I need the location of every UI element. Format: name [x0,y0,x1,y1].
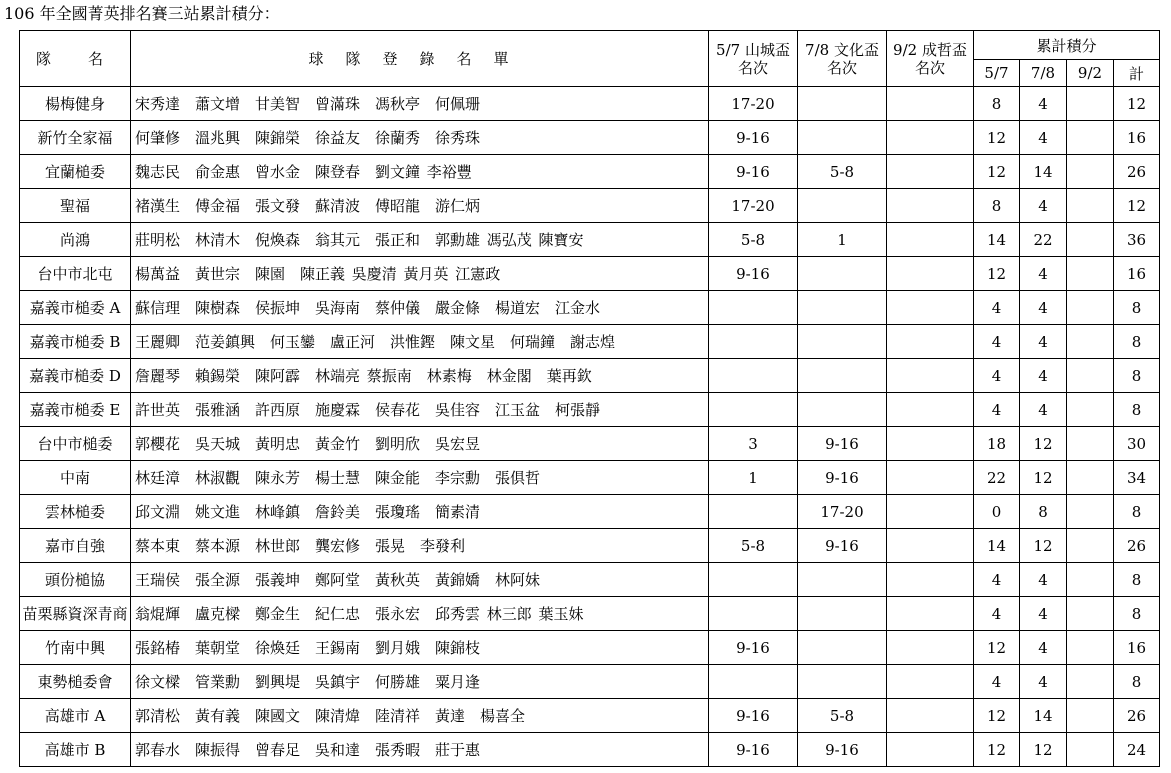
event-1-rank-cell: 17-20 [709,189,798,223]
event-3-rank-cell [887,461,974,495]
points-5-7-cell: 4 [974,359,1020,393]
event-1-rank-cell: 9-16 [709,257,798,291]
team-name-cell: 苗栗縣資深青商 [20,597,131,631]
event-2-rank-cell: 9-16 [798,461,887,495]
event-3-rank-cell [887,87,974,121]
team-name-cell: 竹南中興 [20,631,131,665]
team-name-cell: 尚鴻 [20,223,131,257]
event-1-rank-cell: 9-16 [709,155,798,189]
event-1-rank-cell [709,359,798,393]
header-cumulative: 累計積分 [974,31,1160,60]
points-9-2-cell [1067,699,1114,733]
roster-cell: 林廷漳 林淑觀 陳永芳 楊士慧 陳金能 李宗勳 張俱哲 [131,461,709,495]
table-row [20,325,1160,359]
event-2-rank-cell [798,87,887,121]
roster-cell: 邱文淵 姚文進 林峰鎮 詹鈴美 張瓊瑤 簡素清 [131,495,709,529]
event-2-rank-cell: 5-8 [798,699,887,733]
team-name-cell: 嘉義市槌委 B [20,325,131,359]
roster-cell: 詹麗琴 賴錫榮 陳阿霹 林端亮 蔡振南 林素梅 林金閣 葉再欽 [131,359,709,393]
table-row [20,733,1160,767]
team-name-cell: 新竹全家福 [20,121,131,155]
header-points-5-7: 5/7 [974,60,1020,87]
event-3-rank-cell [887,155,974,189]
table-row [20,393,1160,427]
event-1-rank-cell: 9-16 [709,631,798,665]
points-total-cell: 8 [1114,291,1160,325]
event-3-rank-cell [887,291,974,325]
points-5-7-cell: 4 [974,291,1020,325]
points-7-8-cell: 4 [1020,291,1067,325]
points-9-2-cell [1067,733,1114,767]
points-9-2-cell [1067,189,1114,223]
points-7-8-cell: 4 [1020,393,1067,427]
team-name-cell: 嘉義市槌委 D [20,359,131,393]
event-3-rank-cell [887,597,974,631]
event-2-rank-cell [798,359,887,393]
header-row-1 [20,31,1160,60]
event-1-rank-cell [709,597,798,631]
event-2-rank-cell: 17-20 [798,495,887,529]
points-9-2-cell [1067,529,1114,563]
points-total-cell: 30 [1114,427,1160,461]
points-total-cell: 34 [1114,461,1160,495]
points-9-2-cell [1067,87,1114,121]
points-5-7-cell: 14 [974,529,1020,563]
event-2-rank-cell [798,291,887,325]
points-9-2-cell [1067,665,1114,699]
points-5-7-cell: 12 [974,631,1020,665]
points-9-2-cell [1067,121,1114,155]
points-5-7-cell: 12 [974,121,1020,155]
points-9-2-cell [1067,359,1114,393]
header-roster: 球隊登錄名單 [131,31,709,87]
team-name-cell: 楊梅健身 [20,87,131,121]
points-5-7-cell: 14 [974,223,1020,257]
event-1-rank-cell: 3 [709,427,798,461]
points-7-8-cell: 4 [1020,257,1067,291]
points-7-8-cell: 12 [1020,733,1067,767]
points-total-cell: 12 [1114,87,1160,121]
roster-cell: 許世英 張雅涵 許西原 施慶霖 侯春花 吳佳容 江玉盆 柯張靜 [131,393,709,427]
event-2-rank-cell [798,665,887,699]
points-total-cell: 12 [1114,189,1160,223]
points-9-2-cell [1067,155,1114,189]
event-3-rank-cell [887,733,974,767]
roster-cell: 莊明松 林清木 倪煥森 翁其元 張正和 郭勳雄 馮弘茂 陳寶安 [131,223,709,257]
team-name-cell: 頭份槌協 [20,563,131,597]
points-5-7-cell: 4 [974,563,1020,597]
points-total-cell: 8 [1114,597,1160,631]
points-total-cell: 26 [1114,529,1160,563]
table-row [20,597,1160,631]
points-9-2-cell [1067,223,1114,257]
points-9-2-cell [1067,291,1114,325]
header-event-1: 5/7 山城盃 名次 [709,31,798,87]
points-5-7-cell: 4 [974,393,1020,427]
points-7-8-cell: 14 [1020,699,1067,733]
points-7-8-cell: 4 [1020,597,1067,631]
points-7-8-cell: 22 [1020,223,1067,257]
points-9-2-cell [1067,325,1114,359]
event-1-rank-cell [709,495,798,529]
header-points-7-8: 7/8 [1020,60,1067,87]
header-team: 隊 名 [20,31,131,87]
event-3-rank-cell [887,223,974,257]
event-1-rank-cell: 1 [709,461,798,495]
roster-cell: 郭春水 陳振得 曾春足 吳和達 張秀暇 莊于惠 [131,733,709,767]
event-2-rank-cell [798,631,887,665]
header-event-3: 9/2 成哲盃 名次 [887,31,974,87]
event-2-rank-cell: 9-16 [798,733,887,767]
table-row [20,291,1160,325]
points-9-2-cell [1067,461,1114,495]
document-title: 106 年全國菁英排名賽三站累計積分： [4,4,280,23]
team-name-cell: 台中市北屯 [20,257,131,291]
table-row [20,495,1160,529]
event-3-rank-cell [887,631,974,665]
roster-cell: 王麗卿 范姜鎮興 何玉鑾 盧正河 洪惟鏗 陳文星 何瑞鐘 謝志煌 [131,325,709,359]
table-row [20,461,1160,495]
roster-cell: 翁焜輝 盧克樑 鄭金生 紀仁忠 張永宏 邱秀雲 林三郎 葉玉妹 [131,597,709,631]
table-row [20,563,1160,597]
event-1-rank-cell [709,393,798,427]
points-7-8-cell: 4 [1020,189,1067,223]
team-name-cell: 東勢槌委會 [20,665,131,699]
event-2-rank-cell: 5-8 [798,155,887,189]
event-2-rank-cell: 9-16 [798,529,887,563]
table-row [20,631,1160,665]
event-3-rank-cell [887,257,974,291]
points-total-cell: 8 [1114,495,1160,529]
points-7-8-cell: 4 [1020,631,1067,665]
points-7-8-cell: 4 [1020,87,1067,121]
team-name-cell: 宜蘭槌委 [20,155,131,189]
roster-cell: 蘇信理 陳樹森 侯振坤 吳海南 蔡仲儀 嚴金條 楊道宏 江金水 [131,291,709,325]
roster-cell: 蔡本東 蔡本源 林世郎 龔宏修 張晃 李發利 [131,529,709,563]
points-7-8-cell: 4 [1020,665,1067,699]
table-row [20,529,1160,563]
roster-cell: 郭清松 黃有義 陳國文 陳清煒 陸清祥 黃達 楊喜全 [131,699,709,733]
points-7-8-cell: 12 [1020,427,1067,461]
event-2-rank-cell [798,563,887,597]
team-name-cell: 台中市槌委 [20,427,131,461]
event-3-rank-cell [887,665,974,699]
points-total-cell: 16 [1114,257,1160,291]
event-1-rank-cell: 5-8 [709,223,798,257]
team-name-cell: 高雄市 B [20,733,131,767]
event-1-rank-cell [709,291,798,325]
points-5-7-cell: 8 [974,87,1020,121]
team-name-cell: 嘉市自強 [20,529,131,563]
event-1-rank-cell: 9-16 [709,733,798,767]
table-row [20,223,1160,257]
event-2-rank-cell [798,393,887,427]
points-5-7-cell: 4 [974,325,1020,359]
points-total-cell: 26 [1114,155,1160,189]
event-1-rank-cell [709,665,798,699]
points-7-8-cell: 8 [1020,495,1067,529]
team-name-cell: 嘉義市槌委 E [20,393,131,427]
roster-cell: 何肇修 溫兆興 陳錦榮 徐益友 徐蘭秀 徐秀珠 [131,121,709,155]
event-1-rank-cell: 9-16 [709,699,798,733]
points-9-2-cell [1067,393,1114,427]
event-3-rank-cell [887,359,974,393]
event-1-rank-cell [709,325,798,359]
table-row [20,699,1160,733]
points-5-7-cell: 4 [974,665,1020,699]
header-points-9-2: 9/2 [1067,60,1114,87]
points-9-2-cell [1067,631,1114,665]
roster-cell: 宋秀達 蕭文增 甘美智 曾滿珠 馮秋亭 何佩珊 [131,87,709,121]
points-7-8-cell: 12 [1020,461,1067,495]
points-5-7-cell: 12 [974,155,1020,189]
event-3-rank-cell [887,393,974,427]
event-1-rank-cell [709,563,798,597]
points-total-cell: 8 [1114,393,1160,427]
team-rows [20,87,1160,767]
points-9-2-cell [1067,563,1114,597]
event-3-rank-cell [887,529,974,563]
roster-cell: 張銘椿 葉朝堂 徐煥廷 王錫南 劉月娥 陳錦枝 [131,631,709,665]
table-row [20,427,1160,461]
header-event-2: 7/8 文化盃 名次 [798,31,887,87]
roster-cell: 魏志民 俞金惠 曾水金 陳登春 劉文鐘 李裕豐 [131,155,709,189]
header-points-total: 計 [1114,60,1160,87]
team-name-cell: 聖福 [20,189,131,223]
event-2-rank-cell [798,189,887,223]
event-2-rank-cell [798,597,887,631]
event-3-rank-cell [887,325,974,359]
points-7-8-cell: 12 [1020,529,1067,563]
points-5-7-cell: 12 [974,699,1020,733]
points-9-2-cell [1067,257,1114,291]
points-5-7-cell: 18 [974,427,1020,461]
points-7-8-cell: 4 [1020,325,1067,359]
roster-cell: 郭櫻花 吳天城 黃明忠 黃金竹 劉明欣 吳宏昱 [131,427,709,461]
event-3-rank-cell [887,699,974,733]
event-3-rank-cell [887,121,974,155]
event-3-rank-cell [887,495,974,529]
points-total-cell: 24 [1114,733,1160,767]
event-2-rank-cell [798,325,887,359]
points-total-cell: 26 [1114,699,1160,733]
table-row [20,87,1160,121]
points-5-7-cell: 4 [974,597,1020,631]
team-name-cell: 雲林槌委 [20,495,131,529]
team-name-cell: 高雄市 A [20,699,131,733]
event-2-rank-cell: 1 [798,223,887,257]
event-2-rank-cell [798,121,887,155]
event-3-rank-cell [887,189,974,223]
points-total-cell: 16 [1114,631,1160,665]
event-1-rank-cell: 5-8 [709,529,798,563]
table-row [20,665,1160,699]
event-2-rank-cell: 9-16 [798,427,887,461]
table-row [20,189,1160,223]
table-row [20,155,1160,189]
event-1-rank-cell: 17-20 [709,87,798,121]
table-row [20,121,1160,155]
team-name-cell: 嘉義市槌委 A [20,291,131,325]
event-3-rank-cell [887,427,974,461]
team-name-cell: 中南 [20,461,131,495]
roster-cell: 徐文樑 管業勳 劉興堤 吳鎮宇 何勝雄 粟月逢 [131,665,709,699]
points-7-8-cell: 4 [1020,359,1067,393]
table-row [20,257,1160,291]
points-7-8-cell: 4 [1020,121,1067,155]
points-9-2-cell [1067,597,1114,631]
points-7-8-cell: 4 [1020,563,1067,597]
roster-cell: 王瑞侯 張全源 張義坤 鄭阿堂 黃秋英 黃錦嬌 林阿妹 [131,563,709,597]
points-total-cell: 8 [1114,359,1160,393]
points-total-cell: 8 [1114,563,1160,597]
points-9-2-cell [1067,427,1114,461]
ranking-table [19,30,1160,767]
table-row [20,359,1160,393]
points-5-7-cell: 0 [974,495,1020,529]
points-5-7-cell: 12 [974,733,1020,767]
points-total-cell: 16 [1114,121,1160,155]
points-total-cell: 8 [1114,325,1160,359]
points-total-cell: 8 [1114,665,1160,699]
points-5-7-cell: 8 [974,189,1020,223]
points-7-8-cell: 14 [1020,155,1067,189]
points-9-2-cell [1067,495,1114,529]
event-1-rank-cell: 9-16 [709,121,798,155]
event-3-rank-cell [887,563,974,597]
roster-cell: 楊萬益 黃世宗 陳園 陳正義 吳慶清 黃月英 江憲政 [131,257,709,291]
points-5-7-cell: 22 [974,461,1020,495]
roster-cell: 褚漢生 傅金福 張文發 蘇清波 傅昭龍 游仁炳 [131,189,709,223]
points-5-7-cell: 12 [974,257,1020,291]
event-2-rank-cell [798,257,887,291]
points-total-cell: 36 [1114,223,1160,257]
